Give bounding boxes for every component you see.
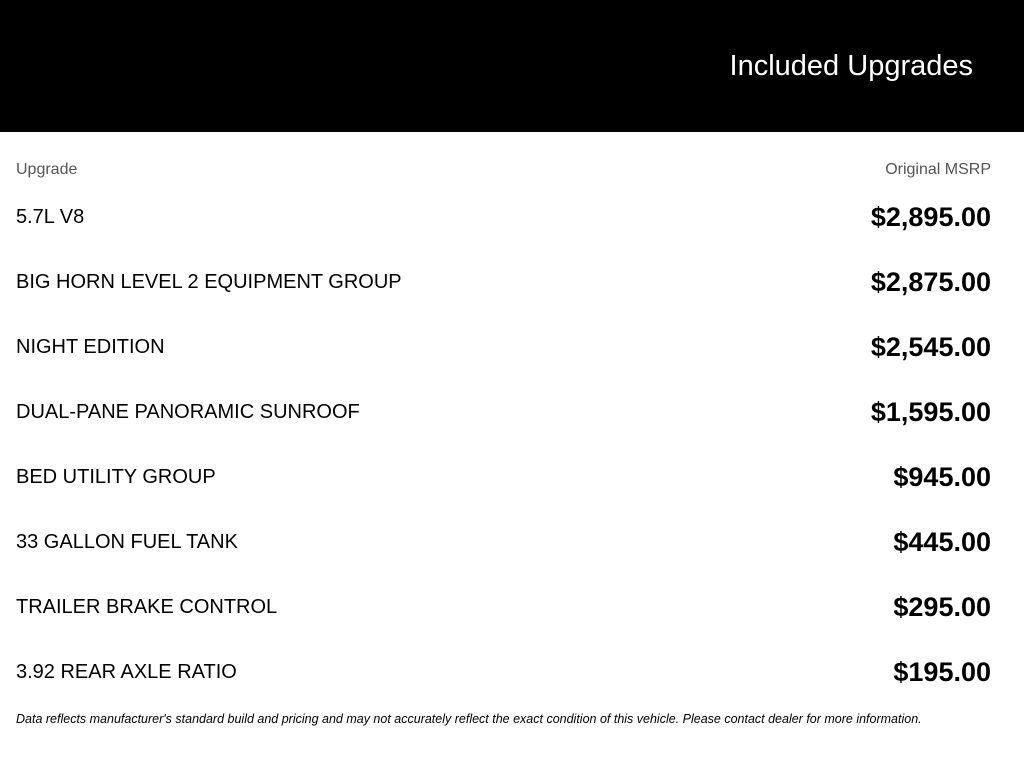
disclaimer-text: Data reflects manufacturer's standard build and pricing and may not accurately reflect the exact condition of this vehicle. Please contact dealer for more information. (16, 712, 922, 726)
msrp-column-header: Original MSRP (885, 161, 991, 178)
upgrade-name: NIGHT EDITION (16, 336, 165, 358)
upgrade-row (16, 640, 991, 705)
upgrades-list (16, 185, 991, 705)
header-bar (0, 0, 1024, 132)
column-headers (16, 155, 991, 185)
upgrade-row (16, 380, 991, 445)
upgrade-name: BIG HORN LEVEL 2 EQUIPMENT GROUP (16, 271, 402, 293)
upgrade-name: 3.92 REAR AXLE RATIO (16, 661, 237, 683)
upgrade-name: TRAILER BRAKE CONTROL (16, 596, 278, 618)
upgrade-name: 33 GALLON FUEL TANK (16, 531, 238, 553)
upgrade-price: $2,545.00 (870, 332, 991, 362)
upgrade-name: 5.7L V8 (16, 206, 85, 228)
upgrade-price: $945.00 (893, 462, 991, 492)
upgrade-row (16, 510, 991, 575)
upgrade-row (16, 250, 991, 315)
upgrade-row (16, 445, 991, 510)
upgrade-row (16, 575, 991, 640)
upgrade-price: $195.00 (893, 657, 991, 687)
upgrade-price: $2,875.00 (870, 267, 991, 297)
upgrade-name: BED UTILITY GROUP (16, 466, 216, 488)
upgrade-name: DUAL-PANE PANORAMIC SUNROOF (16, 401, 360, 423)
upgrade-price: $295.00 (893, 592, 991, 622)
upgrade-row (16, 315, 991, 380)
page-title: Included Upgrades (729, 50, 973, 82)
upgrade-price: $2,895.00 (870, 202, 991, 232)
upgrade-price: $1,595.00 (870, 397, 991, 427)
upgrade-price: $445.00 (893, 527, 991, 557)
upgrade-row (16, 185, 991, 250)
upgrade-column-header: Upgrade (16, 161, 78, 178)
